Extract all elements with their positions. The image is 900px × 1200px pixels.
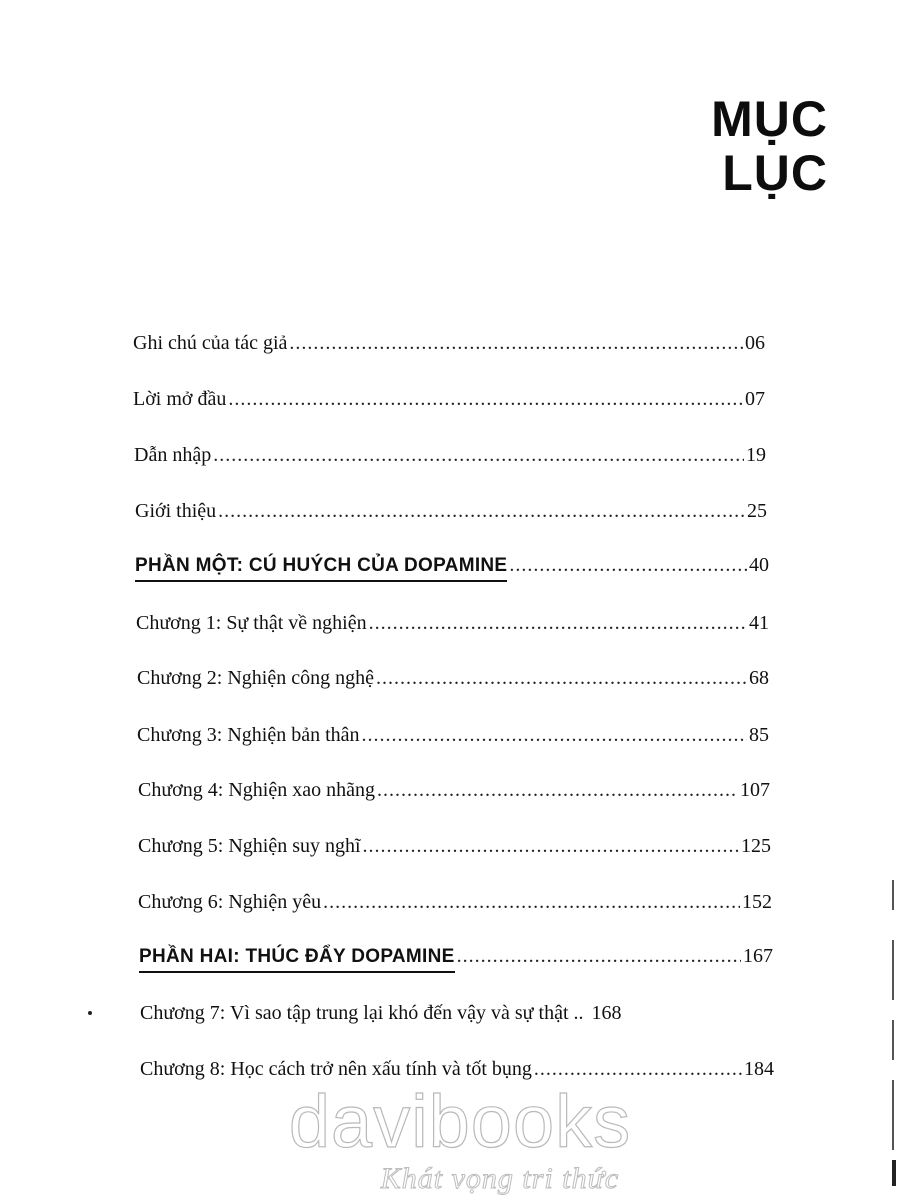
dot-leader (289, 330, 743, 356)
toc-entry-label: Chương 5: Nghiện suy nghĩ (138, 835, 361, 857)
toc-entry-label: Chương 7: Vì sao tập trung lại khó đến vậy và sự thật .. (140, 1002, 584, 1024)
dot-leader (228, 386, 743, 412)
toc-entry-page: 19 (746, 444, 766, 466)
toc-entry-page: 06 (745, 332, 765, 354)
dot-leader (457, 943, 741, 969)
toc-entry (133, 386, 765, 412)
toc-entry-page: 184 (744, 1058, 774, 1080)
dot-leader (509, 552, 747, 578)
toc-entry-page: 40 (749, 554, 769, 576)
scan-edge-marks (890, 860, 896, 1190)
toc-entry (138, 833, 771, 859)
dot-leader (218, 498, 745, 524)
toc-entry-label: Chương 3: Nghiện bản thân (137, 724, 360, 746)
toc-entry-page: 125 (741, 835, 771, 857)
toc-entry (140, 1056, 774, 1082)
toc-entry-label: Lời mở đầu (133, 388, 227, 410)
toc-entry (137, 722, 769, 748)
toc-entry-label: Chương 1: Sự thật về nghiện (136, 612, 367, 634)
dot-leader (377, 777, 738, 803)
toc-entry-page: 168 (591, 1002, 622, 1024)
watermark (250, 1082, 670, 1196)
watermark-brand: davibooks (288, 1080, 632, 1163)
toc-entry (136, 610, 769, 636)
toc-entry-page: 07 (745, 388, 765, 410)
toc-entry-page: 68 (749, 667, 769, 689)
dot-leader (363, 833, 739, 859)
toc-entry-label: Dẫn nhập (134, 444, 212, 466)
scan-speck (88, 1011, 92, 1015)
toc-entry (138, 889, 772, 915)
toc-entry-page: 152 (742, 891, 772, 913)
toc-entry-label: Ghi chú của tác giả (133, 332, 288, 354)
toc-entry (135, 498, 767, 524)
toc-part-label: PHẦN HAI: THÚC ĐẨY DOPAMINE (139, 944, 455, 973)
toc-entry-label: Giới thiệu (135, 500, 217, 522)
toc-part-heading (135, 552, 769, 582)
dot-leader (213, 442, 744, 468)
toc-entry (134, 442, 766, 468)
page-title-line-2: LỤC (722, 145, 828, 201)
toc-entry-page: 85 (749, 724, 769, 746)
dot-leader (362, 722, 748, 748)
toc-entry-label: Chương 8: Học cách trở nên xấu tính và tốt bụng (140, 1058, 532, 1080)
toc-entry-page: 25 (747, 500, 767, 522)
toc-part-label: PHẦN MỘT: CÚ HUÝCH CỦA DOPAMINE (135, 553, 507, 582)
watermark-slogan: Khát vọng tri thức (380, 1162, 620, 1195)
page-title-line-1: MỤC (711, 91, 828, 147)
toc-entry-page: 107 (740, 779, 770, 801)
toc-entry (140, 1000, 774, 1026)
toc-entry (138, 777, 770, 803)
dot-leader (369, 610, 747, 636)
toc-entry-page: 41 (749, 612, 769, 634)
dot-leader (323, 889, 740, 915)
toc-part-heading (139, 943, 773, 973)
toc-entry-page: 167 (743, 945, 773, 967)
toc-entry-label: Chương 2: Nghiện công nghệ (137, 667, 374, 689)
toc-entry (133, 330, 765, 356)
toc-entry-label: Chương 6: Nghiện yêu (138, 891, 322, 913)
dot-leader (376, 665, 747, 691)
toc-entry-label: Chương 4: Nghiện xao nhãng (138, 779, 375, 801)
toc-entry (137, 665, 769, 691)
dot-leader (534, 1056, 742, 1082)
